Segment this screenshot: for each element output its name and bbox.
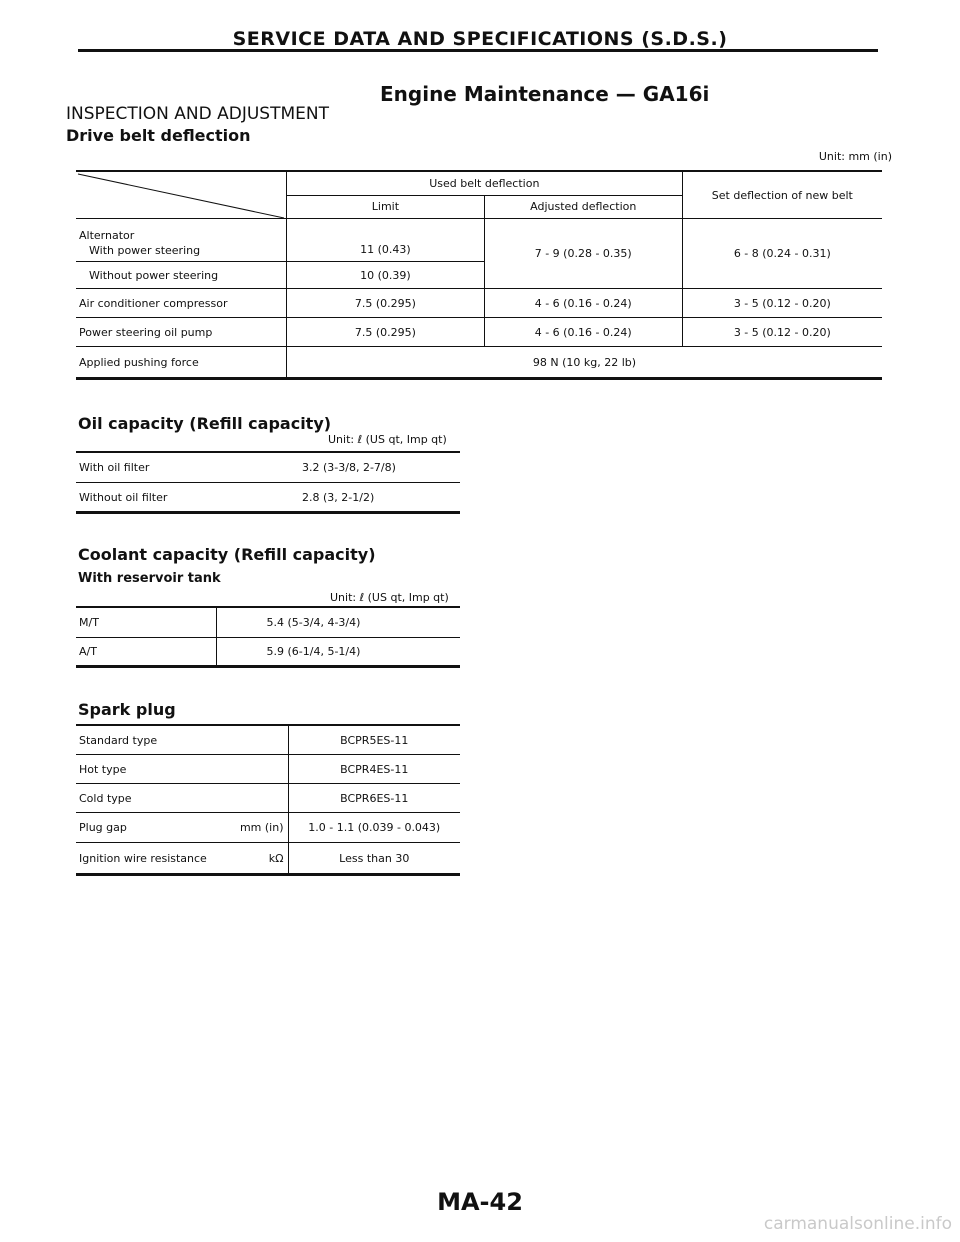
spark-plug-table [76, 724, 460, 876]
inspection-heading: INSPECTION AND ADJUSTMENT [66, 104, 329, 124]
spark-row-label [76, 813, 288, 843]
alt-without-limit: 10 (0.39) [287, 262, 485, 289]
watermark: carmanualsonline.info [763, 1214, 952, 1234]
table-row [76, 289, 882, 318]
spark-row-value: Less than 30 [288, 843, 460, 875]
alt-with-limit: 11 (0.43) [287, 219, 485, 262]
ac-adjusted: 4 - 6 (0.16 - 0.24) [484, 289, 682, 318]
spark-plug-title: Spark plug [78, 700, 176, 719]
coolant-capacity-table [76, 606, 460, 668]
header-new-belt: Set deflection of new belt [682, 171, 882, 219]
section-title: Engine Maintenance — GA16i [380, 82, 710, 106]
header-limit: Limit [287, 195, 485, 219]
table-row [76, 483, 460, 513]
oil-row-value: 3.2 (3-3/8, 2-7/8) [276, 452, 460, 483]
coolant-row-value: 5.9 (6-1/4, 5-1/4) [216, 638, 460, 667]
spark-row-name: Standard type [79, 733, 158, 747]
alt-adjusted: 7 - 9 (0.28 - 0.35) [484, 219, 682, 289]
diagonal-line [76, 172, 286, 218]
ac-label: Air conditioner compressor [76, 289, 287, 318]
ps-new: 3 - 5 (0.12 - 0.20) [682, 318, 882, 347]
without-ps-label: Without power steering [76, 262, 287, 289]
spark-row-value: BCPR6ES-11 [288, 784, 460, 813]
coolant-row-value: 5.4 (5-3/4, 4-3/4) [216, 607, 460, 638]
table-row [76, 171, 882, 195]
oil-capacity-title: Oil capacity (Refill capacity) [78, 414, 332, 433]
spark-row-name: Ignition wire resistance [79, 851, 207, 865]
spark-row-name: Hot type [79, 762, 127, 776]
drive-belt-table [76, 170, 882, 380]
spark-row-label [76, 843, 288, 875]
coolant-row-label: M/T [76, 607, 216, 638]
oil-row-label: Without oil filter [79, 490, 168, 504]
ac-new: 3 - 5 (0.12 - 0.20) [682, 289, 882, 318]
ps-label: Power steering oil pump [76, 318, 287, 347]
spark-row-unit: mm (in) [239, 821, 284, 834]
force-label: Applied pushing force [79, 355, 199, 369]
spark-row-label [76, 725, 288, 755]
page-number: MA-42 [437, 1188, 523, 1216]
spark-row-label [76, 784, 288, 813]
coolant-capacity-title: Coolant capacity (Refill capacity) [78, 545, 376, 564]
table-row [76, 813, 460, 843]
oil-capacity-unit: Unit: ℓ (US qt, Imp qt) [328, 433, 447, 446]
diagonal-header-cell [76, 171, 287, 219]
spark-row-label [76, 755, 288, 784]
drive-belt-title: Drive belt deflection [66, 126, 251, 145]
force-value: 98 N (10 kg, 22 lb) [287, 347, 883, 379]
coolant-row-label: A/T [79, 645, 97, 658]
table-row [76, 755, 460, 784]
table-row [76, 784, 460, 813]
spark-row-value: BCPR4ES-11 [288, 755, 460, 784]
table-row [76, 607, 460, 638]
header-rule [78, 49, 878, 52]
alternator-with-ps-cell [76, 219, 287, 262]
coolant-capacity-unit: Unit: ℓ (US qt, Imp qt) [330, 591, 449, 604]
header-adjusted: Adjusted deflection [484, 195, 682, 219]
alt-new: 6 - 8 (0.24 - 0.31) [682, 219, 882, 289]
oil-row-label: With oil filter [76, 452, 276, 483]
spark-row-value: BCPR5ES-11 [288, 725, 460, 755]
spark-row-name: Cold type [79, 791, 132, 805]
header-used-belt: Used belt deflection [287, 171, 683, 195]
table-row [76, 725, 460, 755]
table-row [76, 638, 460, 667]
coolant-reservoir-subtitle: With reservoir tank [78, 571, 221, 586]
table-row [76, 347, 882, 379]
table-row [76, 219, 882, 262]
spark-row-unit: kΩ [268, 851, 284, 865]
ps-adjusted: 4 - 6 (0.16 - 0.24) [484, 318, 682, 347]
page-header-title: SERVICE DATA AND SPECIFICATIONS (S.D.S.) [232, 28, 728, 50]
drive-belt-unit: Unit: mm (in) [818, 150, 892, 163]
oil-row-value: 2.8 (3, 2-1/2) [302, 490, 375, 504]
with-ps-label: With power steering [89, 244, 201, 257]
table-row [76, 452, 460, 483]
spark-row-name: Plug gap [79, 821, 127, 834]
spark-row-value: 1.0 - 1.1 (0.039 - 0.043) [288, 813, 460, 843]
oil-capacity-table [76, 451, 460, 514]
table-row [76, 318, 882, 347]
alternator-label: Alternator [79, 229, 135, 242]
table-row [76, 843, 460, 875]
ac-limit: 7.5 (0.295) [287, 289, 485, 318]
ps-limit: 7.5 (0.295) [287, 318, 485, 347]
